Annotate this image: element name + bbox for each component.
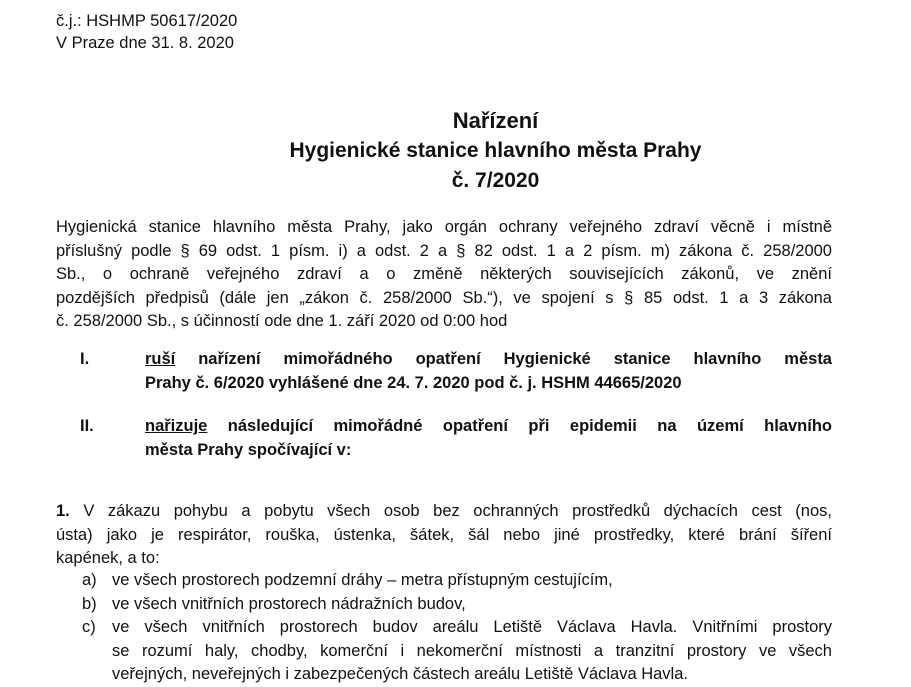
point-1 <box>56 500 832 571</box>
point-line: ústa) jako je respirátor, rouška, ústenka, šátek, šál nebo jiné prostředky, které brání šíření <box>56 525 832 544</box>
section-keyword: nařizuje <box>145 417 208 435</box>
list-marker: c) <box>82 618 96 636</box>
point-number: 1. <box>56 502 70 520</box>
section-keyword: ruší <box>145 350 176 368</box>
list-item <box>56 569 832 593</box>
list-item <box>56 593 832 617</box>
place-date: V Praze dne 31. 8. 2020 <box>56 34 234 52</box>
section-line <box>145 348 832 372</box>
list-marker: b) <box>82 594 97 613</box>
point-line <box>56 500 832 524</box>
section-i <box>56 348 832 395</box>
section-line: Prahy č. 6/2020 vyhlášené dne 24. 7. 2020 pod č. j. HSHM 44665/2020 <box>145 373 682 392</box>
list-item-line: ve všech vnitřních prostorech budov areálu Letiště Václava Havla. Vnitřními prostory <box>112 618 832 636</box>
intro-line: příslušný podle § 69 odst. 1 písm. i) a odst. 2 a § 82 odst. 1 a 2 písm. m) zákona č. 258/2000 <box>56 241 832 260</box>
issuing-authority: Hygienické stanice hlavního města Prahy <box>289 139 702 162</box>
section-text: nařízení mimořádného opatření Hygienické stanice hlavního města <box>175 350 832 368</box>
section-line <box>145 415 832 439</box>
point-text: V zákazu pohybu a pobytu všech osob bez ochranných prostředků dýchacích cest (nos, <box>69 502 832 520</box>
intro-paragraph <box>56 216 832 334</box>
regulation-number: č. 7/2020 <box>451 169 540 192</box>
intro-line: č. 258/2000 Sb., s účinností ode dne 1. září 2020 od 0:00 hod <box>56 312 508 330</box>
section-body <box>145 415 832 462</box>
document-title: Nařízení <box>452 108 539 133</box>
document-title-block <box>0 106 911 196</box>
list-marker: a) <box>82 571 97 589</box>
section-text: následující mimořádné opatření při epidemii na území hlavního <box>207 417 832 435</box>
section-number: II. <box>80 417 94 435</box>
intro-line: Sb., o ochraně veřejného zdraví a o změně některých souvisejících zákonů, ve znění <box>56 265 832 283</box>
section-body <box>145 348 832 395</box>
list-item-line: se rozumí haly, chodby, komerční i nekomerční místnosti a tranzitní prostory ve všech <box>112 641 832 660</box>
section-line: města Prahy spočívající v: <box>145 440 352 459</box>
section-number: I. <box>80 350 90 368</box>
list-item-line: ve všech vnitřních prostorech nádražních budov, <box>112 594 466 613</box>
list-item-line: veřejných, neveřejných i zabezpečených částech areálu Letiště Václava Havla. <box>112 665 688 683</box>
list-item-line: ve všech prostorech podzemní dráhy – metra přístupným cestujícím, <box>112 571 613 589</box>
intro-line: Hygienická stanice hlavního města Prahy, jako orgán ochrany veřejného zdraví věcně i místně <box>56 218 832 236</box>
reference-number: č.j.: HSHMP 50617/2020 <box>56 12 238 30</box>
intro-line: pozdějších předpisů (dále jen „zákon č. 258/2000 Sb.“), ve spojení s § 85 odst. 1 a 3 zákona <box>56 288 832 307</box>
list-item <box>56 616 832 687</box>
point-1-items <box>56 569 832 687</box>
point-line: kapének, a to: <box>56 549 160 567</box>
section-ii <box>56 415 832 462</box>
document-header <box>56 10 237 54</box>
